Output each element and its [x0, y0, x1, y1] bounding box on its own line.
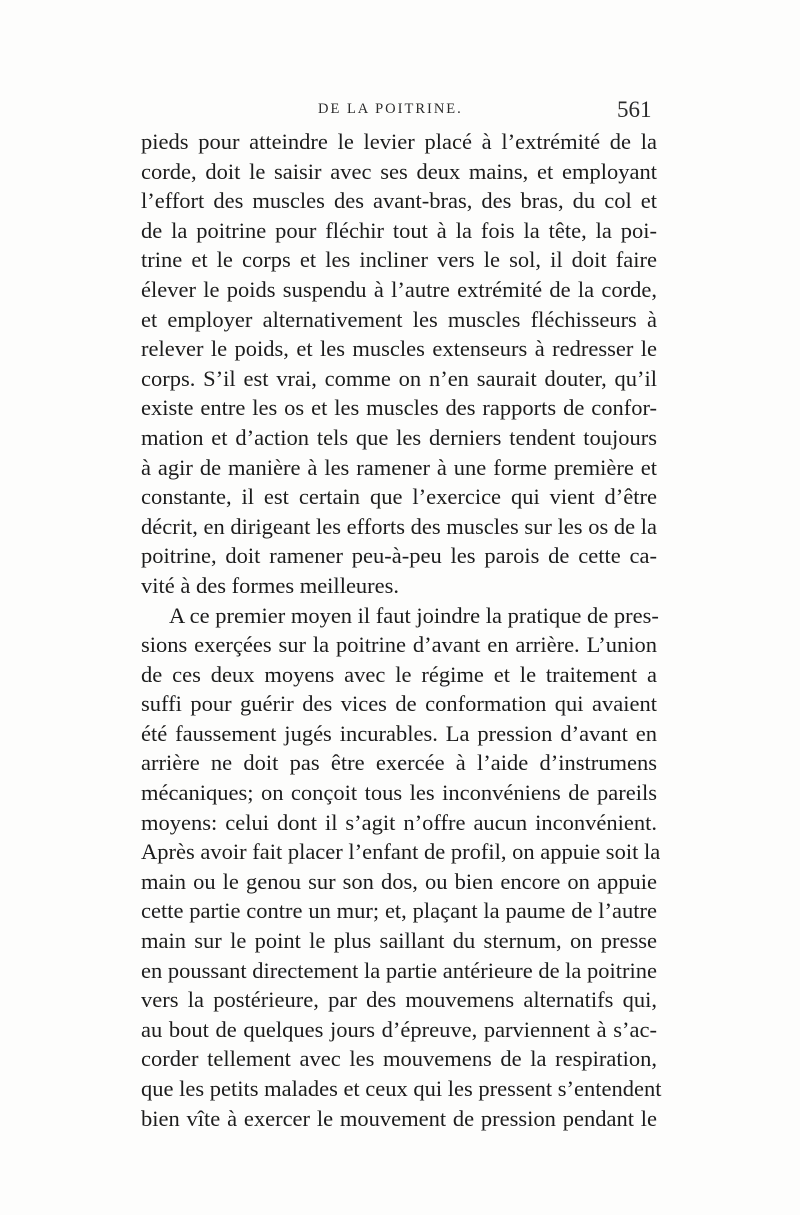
- text-line: au bout de quelques jours d’épreuve, parviennent à s’ac-: [141, 1016, 657, 1042]
- text-line: Après avoir fait placer l’enfant de profil, on appuie soit la: [141, 839, 661, 865]
- text-line: décrit, en dirigeant les efforts des muscles sur les os de la: [141, 513, 657, 539]
- text-line: constante, il est certain que l’exercice qui vient d’être: [141, 484, 657, 510]
- text-line: trine et le corps et les incliner vers le sol, il doit faire: [141, 247, 657, 273]
- text-line: à agir de manière à les ramener à une forme première et: [141, 454, 657, 480]
- text-line: moyens: celui dont il s’agit n’offre aucun inconvénient.: [141, 809, 657, 835]
- text-line: que les petits malades et ceux qui les pressent s’entendent: [141, 1076, 662, 1101]
- text-line: relever le poids, et les muscles extenseurs à redresser le: [141, 336, 657, 362]
- text-line: existe entre les os et les muscles des rapports de confor-: [141, 395, 657, 421]
- text-line: en poussant directement la partie antérieure de la poitrine: [141, 957, 658, 983]
- text-line: poitrine, doit ramener peu-à-peu les parois de cette ca-: [141, 543, 657, 569]
- running-title: DE LA POITRINE.: [318, 101, 463, 117]
- text-line: corps. S’il est vrai, comme on n’en saurait douter, qu’il: [141, 365, 657, 391]
- text-line: main sur le point le plus saillant du sternum, on presse: [141, 928, 657, 954]
- paragraph-end-line: vité à des formes meilleures.: [141, 572, 400, 598]
- text-line: main ou le genou sur son dos, ou bien encore on appuie: [141, 868, 657, 894]
- text-line: sions exerçées sur la poitrine d’avant en arrière. L’union: [141, 632, 657, 658]
- text-line: de la poitrine pour fléchir tout à la fois la tête, la poi-: [141, 217, 657, 243]
- text-line: arrière ne doit pas être exercée à l’aide d’instrumens: [141, 750, 657, 776]
- text-line: de ces deux moyens avec le régime et le traitement a: [141, 661, 657, 687]
- body-text: [141, 127, 662, 1133]
- text-line: et employer alternativement les muscles fléchisseurs à: [141, 306, 657, 332]
- text-line: bien vîte à exercer le mouvement de pression pendant le: [141, 1105, 657, 1131]
- text-line: été faussement jugés incurables. La pression d’avant en: [141, 720, 657, 746]
- text-line: pieds pour atteindre le levier placé à l’extrémité de la: [141, 129, 657, 154]
- text-line: l’effort des muscles des avant-bras, des bras, du col et: [141, 188, 657, 214]
- page-number: 561: [617, 97, 652, 122]
- page-header: [0, 97, 800, 127]
- text-line: vers la postérieure, par des mouvemens alternatifs qui,: [141, 987, 657, 1013]
- text-line: corder tellement avec les mouvemens de la respiration,: [141, 1046, 657, 1072]
- text-line: corde, doit le saisir avec ses deux mains, et employant: [141, 158, 657, 184]
- paragraph-start-line: A ce premier moyen il faut joindre la pratique de pres-: [169, 602, 659, 628]
- text-line: mécaniques; on conçoit tous les inconvéniens de pareils: [141, 780, 657, 806]
- text-line: cette partie contre un mur; et, plaçant la paume de l’autre: [141, 898, 657, 924]
- text-line: mation et d’action tels que les derniers tendent toujours: [141, 424, 657, 450]
- text-line: suffi pour guérir des vices de conformation qui avaient: [141, 691, 657, 717]
- text-line: élever le poids suspendu à l’autre extrémité de la corde,: [141, 276, 657, 302]
